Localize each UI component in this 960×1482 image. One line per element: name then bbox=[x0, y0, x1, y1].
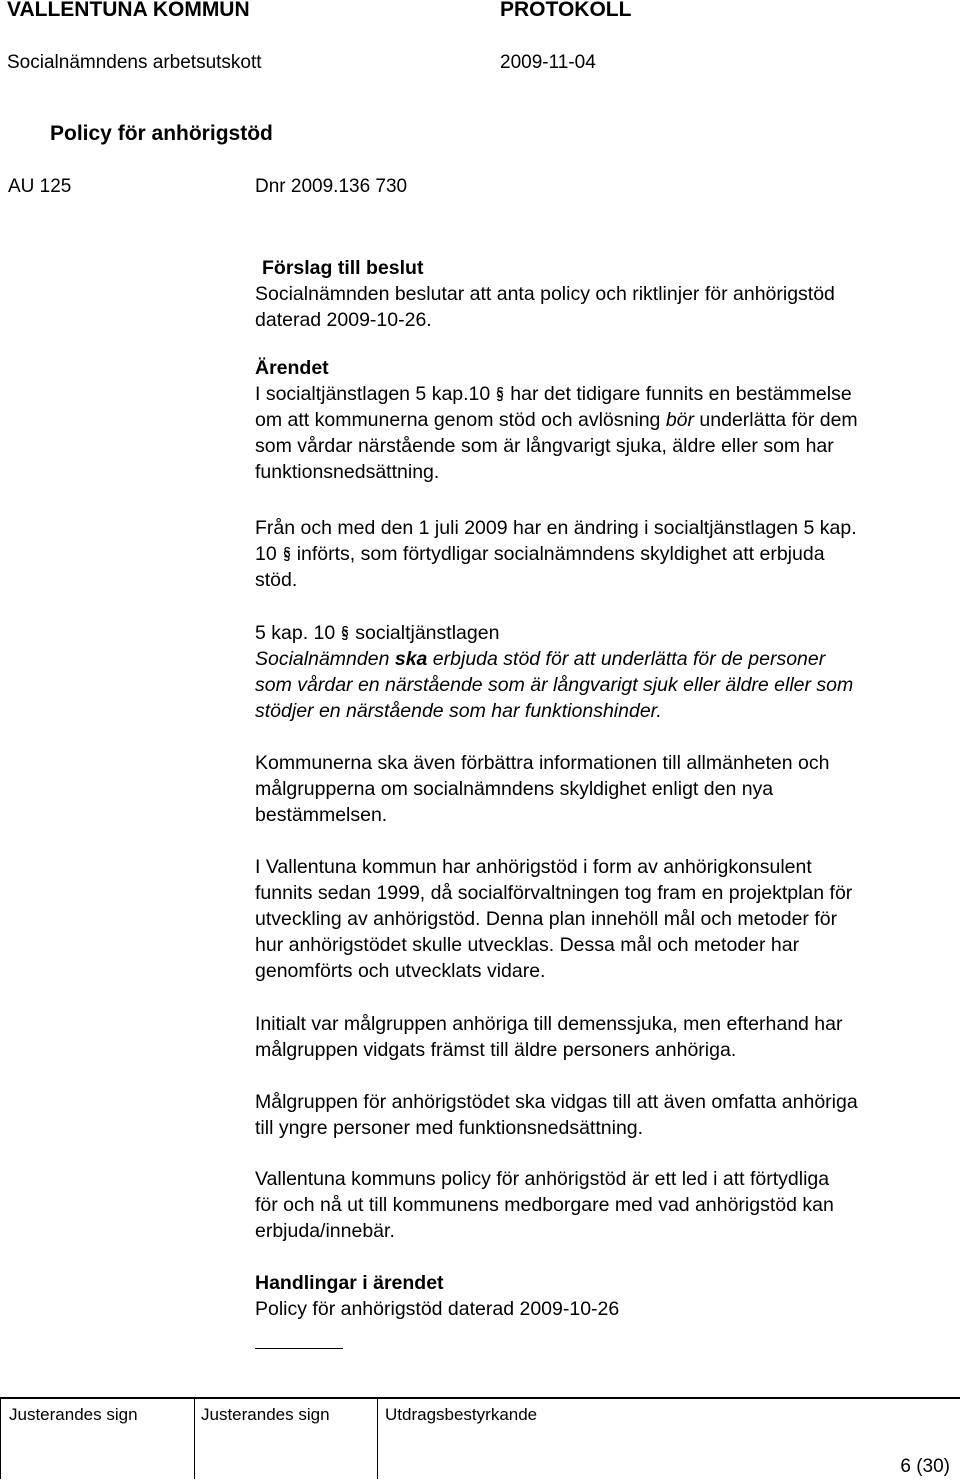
text-line: Från och med den 1 juli 2009 har en ändring i socialtjänstlagen 5 kap. bbox=[255, 517, 857, 539]
text-span: införts, som förtydligar socialnämndens skyldighet att erbjuda bbox=[296, 543, 825, 565]
text-line: målgruppen vidgats främst till äldre personers anhöriga. bbox=[255, 1039, 737, 1061]
text-line: erbjuda/innebär. bbox=[255, 1220, 395, 1242]
text-span: om att kommunerna genom stöd och avlösning bbox=[255, 409, 666, 431]
text-line: till yngre personer med funktionsnedsättning. bbox=[255, 1117, 644, 1139]
text-span: Socialnämnden bbox=[255, 648, 395, 670]
matter-paragraph-4 bbox=[255, 750, 829, 828]
meeting-date: 2009-11-04 bbox=[500, 52, 596, 73]
text-span: har det tidigare funnits en bestämmelse bbox=[510, 383, 852, 405]
excerpt-label: Utdragsbestyrkande bbox=[385, 1405, 538, 1424]
text-line: utveckling av anhörigstöd. Denna plan innehöll mål och metoder för bbox=[255, 908, 838, 930]
text-line: målgrupperna om socialnämndens skyldighet enligt den nya bbox=[255, 778, 774, 800]
proposal-text bbox=[255, 281, 835, 333]
section-sign-icon bbox=[283, 546, 291, 562]
matter-paragraph-8 bbox=[255, 1166, 834, 1244]
matter-heading: Ärendet bbox=[255, 357, 329, 379]
org-name: VALLENTUNA KOMMUN bbox=[7, 0, 250, 21]
matter-paragraph-3 bbox=[255, 620, 853, 724]
matter-paragraph-5 bbox=[255, 854, 852, 984]
proposal-line: daterad 2009-10-26. bbox=[255, 309, 432, 331]
text-line: genomförts och utvecklats vidare. bbox=[255, 960, 546, 982]
footer-excerpt-box bbox=[377, 1399, 955, 1479]
dnr-number: Dnr 2009.136 730 bbox=[255, 176, 408, 197]
page-number: 6 (30) bbox=[900, 1456, 950, 1477]
section-sign-icon bbox=[341, 625, 349, 641]
page-title: Policy för anhörigstöd bbox=[50, 122, 273, 145]
text-line: för och nå ut till kommunens medborgare med vad anhörigstöd kan bbox=[255, 1194, 834, 1216]
document-type: PROTOKOLL bbox=[500, 0, 632, 21]
text-line: stödjer en närstående som har funktionshinder. bbox=[255, 700, 662, 722]
text-span: erbjuda stöd för att underlätta för de personer bbox=[427, 648, 826, 670]
footer-sign-box-2 bbox=[193, 1399, 378, 1479]
text-line: som vårdar en närstående som är långvarigt sjuk eller äldre eller som bbox=[255, 674, 854, 696]
text-span: socialtjänstlagen bbox=[355, 622, 500, 644]
text-span: underlätta för dem bbox=[694, 409, 858, 431]
separator-line bbox=[255, 1348, 343, 1349]
emphasis-text: bör bbox=[665, 409, 694, 431]
footer-sign-box-1 bbox=[0, 1399, 195, 1479]
text-line: funnits sedan 1999, då socialförvaltningen tog fram en projektplan för bbox=[255, 882, 853, 904]
sign-label: Justerandes sign bbox=[201, 1405, 330, 1424]
text-line: I Vallentuna kommun har anhörigstöd i form av anhörigkonsulent bbox=[255, 856, 812, 878]
text-line: Kommunerna ska även förbättra informationen till allmänheten och bbox=[255, 752, 830, 774]
text-line: Målgruppen för anhörigstödet ska vidgas till att även omfatta anhöriga bbox=[255, 1091, 858, 1113]
proposal-line: Socialnämnden beslutar att anta policy och riktlinjer för anhörigstöd bbox=[255, 283, 835, 305]
proposal-heading: Förslag till beslut bbox=[262, 257, 424, 279]
section-sign-icon bbox=[496, 386, 504, 402]
text-span: 10 bbox=[255, 543, 277, 565]
text-line: hur anhörigstödet skulle utvecklas. Dessa mål och metoder har bbox=[255, 934, 800, 956]
text-span: I socialtjänstlagen 5 kap.10 bbox=[255, 383, 491, 405]
emphasis-text: ska bbox=[394, 648, 428, 670]
documents-item: Policy för anhörigstöd daterad 2009-10-26 bbox=[255, 1298, 620, 1320]
matter-paragraph-6 bbox=[255, 1011, 843, 1063]
text-line: Initialt var målgruppen anhöriga till demenssjuka, men efterhand har bbox=[255, 1013, 843, 1035]
text-line: som vårdar närstående som är långvarigt sjuka, äldre eller som har bbox=[255, 435, 834, 457]
text-line: stöd. bbox=[255, 569, 298, 591]
text-line: Vallentuna kommuns policy för anhörigstöd är ett led i att förtydliga bbox=[255, 1168, 830, 1190]
text-span: 5 kap. 10 bbox=[255, 622, 336, 644]
sign-label: Justerandes sign bbox=[9, 1405, 138, 1424]
matter-paragraph-2 bbox=[255, 515, 857, 593]
matter-paragraph-7 bbox=[255, 1089, 858, 1141]
matter-paragraph-1 bbox=[255, 381, 858, 485]
au-number: AU 125 bbox=[8, 176, 72, 197]
text-line: funktionsnedsättning. bbox=[255, 461, 440, 483]
documents-heading: Handlingar i ärendet bbox=[255, 1272, 444, 1294]
text-line: bestämmelsen. bbox=[255, 804, 388, 826]
committee-name: Socialnämndens arbetsutskott bbox=[7, 52, 262, 73]
